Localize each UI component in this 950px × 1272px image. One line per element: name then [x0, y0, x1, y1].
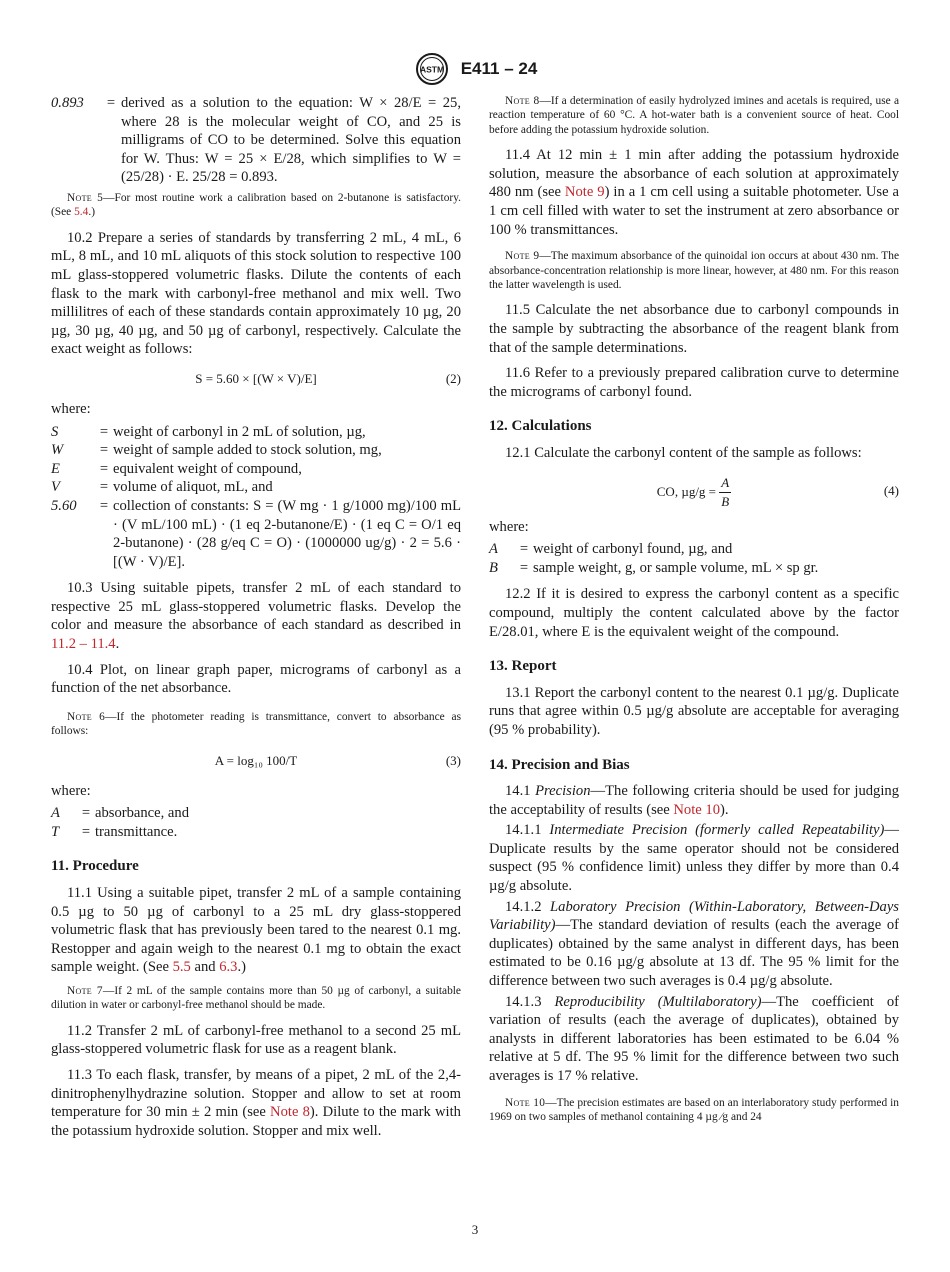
paragraph-12-1: 12.1 Calculate the carbonyl content of the sample as follows: — [505, 444, 862, 461]
xref-6-3[interactable]: 6.3 — [219, 959, 238, 976]
note-label: Note 10 — [505, 1096, 546, 1109]
xref-note-9[interactable]: Note 9 — [564, 184, 605, 201]
paragraph-14-1-3: 14.1.3 Reproducibility (Multilaboratory)—The coefficient of variation of results (each the average of duplicates), obtained by analysts in different laboratories has been estimated to be 6.04 % relative at 5 df. The 95 % limit for the difference between two such averages is 17 % relative. — [489, 993, 899, 1084]
right-column — [489, 94, 899, 1133]
definition-list — [51, 423, 461, 572]
paragraph-11-4: 11.4 At 12 min ± 1 min after adding the potassium hydroxide solution, measure the absorbance of each solution at approximately 480 nm (see Note 9) in a 1 cm cell using a suitable photometer. Use a 1 cm cell filled with water to set the instrument at zero absorbance or 100 % transmittances. — [489, 147, 899, 238]
fraction-numerator: A — [719, 474, 731, 494]
page-header — [0, 52, 950, 86]
equation-number: (2) — [445, 370, 461, 386]
definition-row: A = weight of carbonyl found, µg, and — [489, 541, 733, 558]
definition-row: T = transmittance. — [51, 823, 178, 840]
equation-number: (3) — [445, 752, 461, 768]
note-label: Note 8 — [505, 95, 540, 107]
note-7: Note 7—If 2 mL of the sample contains more than 50 µg of carbonyl, a suitable dilution in water or carbonyl-free methanol should be made. — [51, 985, 461, 1012]
note-label: Note 9 — [505, 250, 540, 263]
xref-note-10[interactable]: Note 10 — [673, 801, 720, 818]
paragraph-14-1: 14.1 Precision—The following criteria should be used for judging the acceptability of results (see Note 10). — [489, 783, 899, 818]
paragraph-11-6: 11.6 Refer to a previously prepared calibration curve to determine the micrograms of carbonyl found. — [489, 365, 899, 400]
paragraph-10-3: 10.3 Using suitable pipets, transfer 2 mL of each standard to respective 25 mL glass-stoppered volumetric flasks. Develop the color and measure the absorbance of each standard as described in 11.2 – 11.4. — [51, 580, 461, 653]
equation-3 — [51, 748, 461, 774]
paragraph-11-2: 11.2 Transfer 2 mL of carbonyl-free methanol to a second 25 mL glass-stoppered volumetric flask for use as a reagent blank. — [51, 1022, 461, 1058]
definition-row — [51, 94, 461, 187]
definition-row: W = weight of sample added to stock solution, mg, — [51, 442, 382, 459]
equation-text: S = 5.60 × [(W × V)/E] — [195, 370, 317, 386]
xref-5-5[interactable]: 5.5 — [172, 959, 191, 976]
note-label: Note 5 — [67, 191, 104, 204]
paragraph-14-1-2: 14.1.2 Laboratory Precision (Within-Laboratory, Between-Days Variability)—The standard deviation of results (each the average of duplicates) obtained by the same analyst in different days, has been estimated to be 0.16 µg/g absolute at 13 df. The 95 % limit for the difference between two such averages is 0.4 µg/g absolute. — [489, 898, 899, 990]
left-column — [51, 94, 461, 1147]
where-label: where: — [51, 782, 91, 799]
section-heading-14: 14. Precision and Bias — [489, 756, 630, 773]
definition-row: 5.60 = collection of constants: S = (W mg · 1 g/1000 mg)/100 mL · (V mL/100 mL) · (1 eq 2-butanone/E) · (1 eq C = O/1 eq 2-butanone) · (28 g/eq C = O) · (1000000 ug/g) · 2 = 5.6 · [(W · V)/E]. — [51, 497, 461, 570]
section-heading-13: 13. Report — [489, 658, 557, 675]
equation-lhs: CO, µg/g = — [656, 483, 717, 499]
paragraph-11-3: 11.3 To each flask, transfer, by means of a pipet, 2 mL of the 2,4-dinitrophenylhydrazine solution. Stopper and allow to set at room temperature for 30 min ± 2 min (see Note 8). Dilute to the mark with the potassium hydroxide solution. Stopper and mix well. — [51, 1067, 461, 1139]
note-label: Note 6 — [67, 710, 106, 723]
definition-row: S = weight of carbonyl in 2 mL of solution, µg, — [51, 423, 366, 440]
equation-4 — [489, 470, 899, 510]
paragraph-13-1: 13.1 Report the carbonyl content to the nearest 0.1 µg/g. Duplicate runs that agree within 0.5 µg/g absolute are acceptable for averaging (95 % probability). — [489, 684, 899, 738]
paragraph-10-2: 10.2 Prepare a series of standards by transferring 2 mL, 4 mL, 6 mL, 8 mL, and 10 mL aliquots of this stock solution to respective 100 mL glass-stoppered volumetric flasks. Dilute the contents of each flask to the mark with carbonyl-free methanol and mix well. Two millilitres of each of these standards contain approximately 10 µg, 20 µg, 30 µg, 40 µg, and 50 µg of carbonyl, respectively. Calculate the exact weight as follows: — [51, 229, 461, 358]
note-8: Note 8—If a determination of easily hydrolyzed imines and acetals is required, use a reaction temperature of 60 °C. A hot-water bath is a convenient source of heat. Cool before adding the potassium hydroxide solution. — [489, 95, 899, 136]
definition-row: B = sample weight, g, or sample volume, mL × sp gr. — [489, 559, 819, 576]
equation-text — [489, 474, 899, 512]
document-code: E411 – 24 — [460, 59, 538, 78]
equation-number: (4) — [883, 482, 899, 498]
equation-fraction — [719, 474, 731, 512]
note-5: Note 5—For most routine work a calibration based on 2-butanone is satisfactory. (See 5.4.) — [51, 191, 461, 219]
paragraph-12-2: 12.2 If it is desired to express the carbonyl content as a specific compound, multiply the content calculated above by the factor E/28.01, where E is the equivalent weight of the compound. — [489, 586, 899, 640]
section-heading-11: 11. Procedure — [51, 858, 139, 875]
definition-row: E = equivalent weight of compound, — [51, 460, 302, 477]
note-6: Note 6—If the photometer reading is transmittance, convert to absorbance as follows: — [51, 710, 462, 738]
paragraph-11-1: 11.1 Using a suitable pipet, transfer 2 mL of a sample containing 0.5 µg to 50 µg of carbonyl to a 25 mL dry glass-stoppered volumetric flask that has previously been tared to the nearest 0.1 mg. Restopper and again weigh to the nearest 0.1 mg to obtain the exact sample weight. (See 5.5 and 6.3.) — [51, 885, 461, 976]
definition-row: V = volume of aliquot, mL, and — [51, 479, 273, 496]
paragraph-14-1-1: 14.1.1 Intermediate Precision (formerly called Repeatability)—Duplicate results by the same operator should not be considered suspect (95 % confidence limit) unless they differ by more than 0.4 µg/g absolute. — [489, 822, 899, 895]
xref-11-2-11-4[interactable]: 11.2 – 11.4 — [51, 636, 116, 653]
xref-note-8[interactable]: Note 8 — [270, 1104, 310, 1121]
note-9: Note 9—The maximum absorbance of the quinoidal ion occurs at about 430 nm. The absorbance-concentration relationship is more linear, however, at 480 nm. For this reason the latter wavelength is used. — [489, 250, 899, 291]
section-heading-12: 12. Calculations — [489, 418, 592, 435]
definition-symbol: 0.893 — [51, 95, 84, 111]
note-label: Note 7 — [67, 985, 103, 997]
astm-logo-icon — [413, 52, 451, 86]
fraction-denominator: B — [721, 494, 730, 510]
paragraph-10-4: 10.4 Plot, on linear graph paper, micrograms of carbonyl as a function of the net absorbance. — [51, 661, 461, 697]
equation-2 — [51, 366, 461, 392]
where-label: where: — [489, 518, 529, 535]
astm-logo-text: ASTM — [419, 64, 444, 75]
paragraph-11-5: 11.5 Calculate the net absorbance due to carbonyl compounds in the sample by subtracting the absorbance of the reagent blank from that of the sample determinations. — [489, 302, 899, 356]
xref-5-4[interactable]: 5.4 — [74, 206, 89, 219]
definition-list — [489, 540, 899, 577]
equation-text: A = log₁₀ 100/T — [214, 752, 298, 768]
definition-text: derived as a solution to the equation: W × 28/E = 25, where 28 is the molecular weight of CO, and 25 is milligrams of CO to be determined. Solve this equation for W. Thus: W = 25 × E/28, which simplifies to W = (25/28) · E. 25/28 = 0.893. — [121, 95, 461, 186]
where-label: where: — [51, 400, 91, 417]
definition-list — [51, 804, 461, 841]
page-number: 3 — [471, 1222, 479, 1237]
note-10: Note 10—The precision estimates are based on an interlaboratory study performed in 1969 on two samples of methanol containing 4 µg ⁄g and 24 — [489, 1096, 900, 1123]
definition-row: A = absorbance, and — [51, 805, 190, 822]
definition-equals: = — [106, 95, 116, 111]
